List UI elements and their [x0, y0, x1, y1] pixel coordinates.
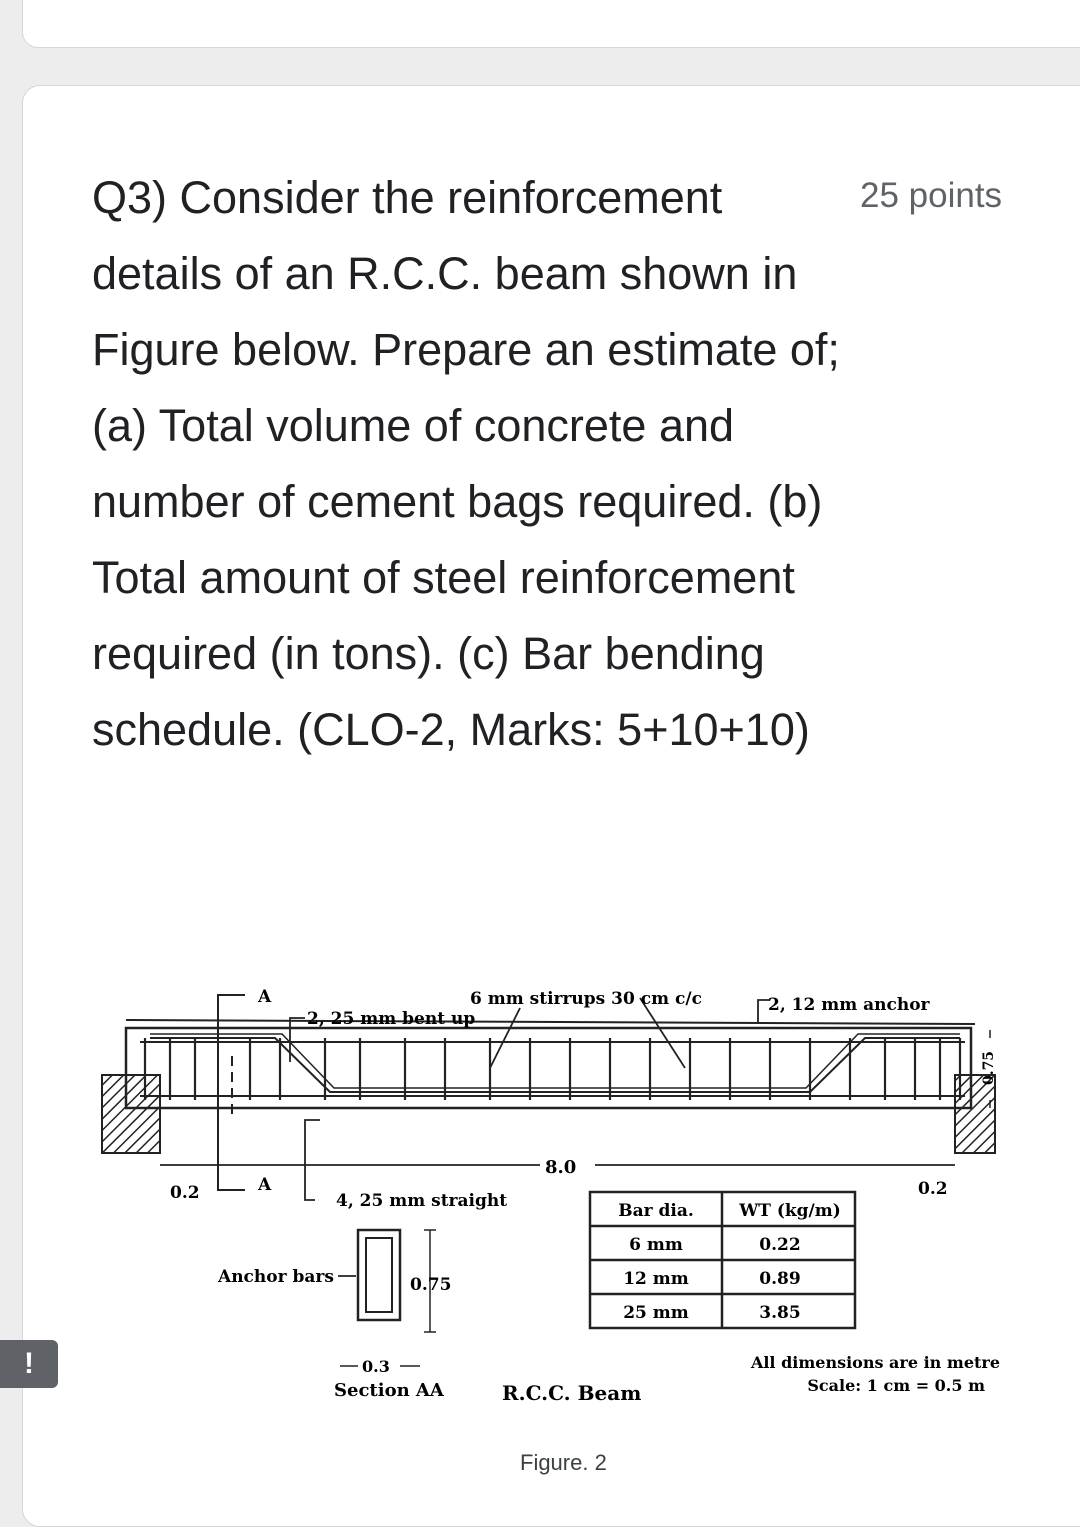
dimensions-note: All dimensions are in metre	[750, 1353, 1000, 1372]
question-text: Q3) Consider the reinforcement details of an R.C.C. beam shown in Figure below. Prepare an estimate of; (a) Total volume of concrete and number of cement bags required. (b) Total amount of steel reinforcement required (in tons). (c) Bar bending schedule. (CLO-2, Marks: 5+10+10)	[92, 172, 840, 755]
section-title: Section AA	[334, 1380, 444, 1401]
section-mark-top: A	[258, 987, 272, 1007]
table-cell: 0.22	[759, 1235, 801, 1255]
bent-up-bar	[150, 1038, 960, 1092]
section-width-label: 0.3	[362, 1357, 390, 1376]
previous-question-card	[22, 0, 1080, 48]
stirrups	[145, 1038, 960, 1100]
table-cell: 25 mm	[623, 1303, 689, 1323]
section-stirrup	[366, 1238, 392, 1312]
table-cell: 3.85	[759, 1303, 801, 1323]
table-cell: 6 mm	[629, 1235, 683, 1255]
bent-up-label: 2, 25 mm bent up	[307, 1009, 476, 1029]
table-cell: 0.89	[759, 1269, 801, 1289]
anchor-label: 2, 12 mm anchor	[768, 995, 930, 1015]
depth-label: 0.75	[981, 1050, 997, 1086]
table-cell: 12 mm	[623, 1269, 689, 1289]
span-label: 8.0	[545, 1157, 577, 1178]
table-header-weight: WT (kg/m)	[739, 1201, 841, 1221]
report-problem-button[interactable]	[0, 1340, 58, 1388]
left-support	[102, 1075, 160, 1153]
points-label: 25 points	[860, 176, 1003, 215]
section-depth-label: 0.75	[410, 1275, 452, 1295]
straight-bar-label: 4, 25 mm straight	[336, 1191, 508, 1211]
support-right-label: 0.2	[918, 1179, 948, 1199]
figure-caption: Figure. 2	[520, 1450, 607, 1475]
section-outline	[358, 1230, 400, 1320]
support-left-label: 0.2	[170, 1183, 200, 1203]
stirrups-label: 6 mm stirrups 30 cm c/c	[470, 989, 702, 1009]
beam-figure	[0, 960, 1080, 1450]
scale-note: Scale: 1 cm = 0.5 m	[807, 1376, 985, 1395]
anchor-bars-label: Anchor bars	[218, 1267, 334, 1287]
table-header-bar-dia: Bar dia.	[618, 1201, 694, 1221]
beam-title: R.C.C. Beam	[502, 1381, 642, 1405]
exclamation-icon: !	[24, 1347, 34, 1380]
section-mark-bottom: A	[258, 1175, 272, 1195]
